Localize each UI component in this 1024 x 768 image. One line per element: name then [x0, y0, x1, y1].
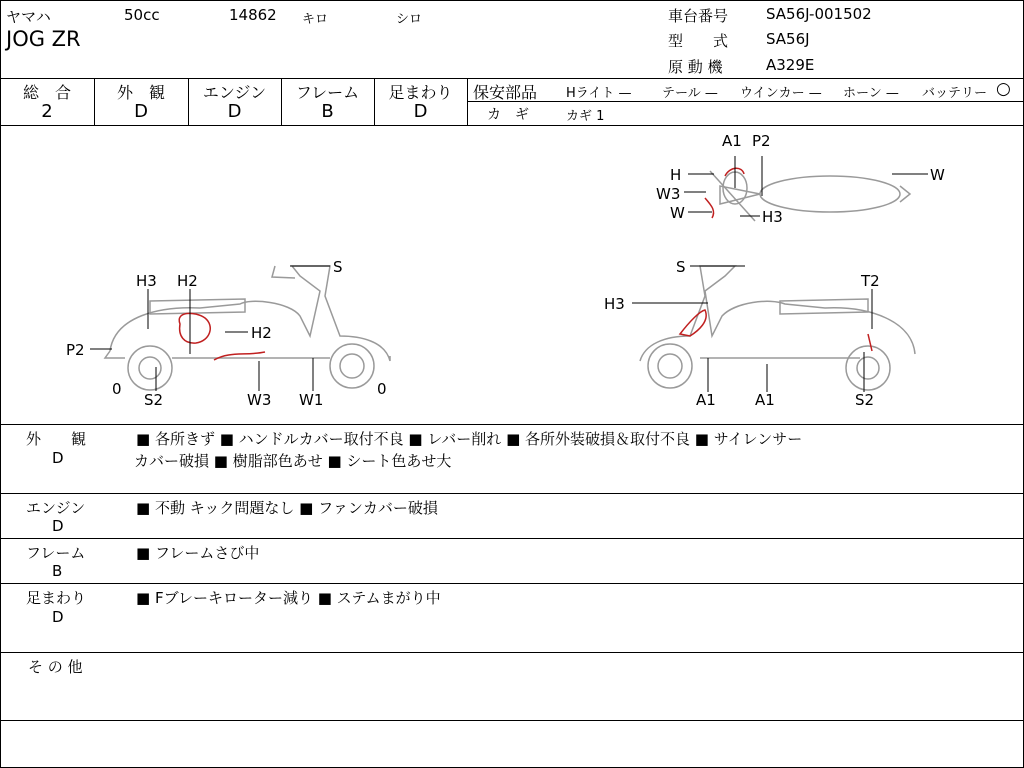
winker-status: ウインカー — — [740, 86, 822, 101]
diagram-label: T2 — [861, 272, 880, 290]
diagram-label: S — [333, 258, 343, 276]
diagram-label: 0 — [112, 380, 122, 398]
label-text — [66, 132, 945, 409]
mileage: 14862 — [229, 6, 277, 24]
diagram-label: 0 — [377, 380, 387, 398]
divider — [0, 720, 1024, 721]
divider — [0, 652, 1024, 653]
suspension-label: 足まわり — [388, 83, 453, 102]
frame-no-label: 車台番号 — [668, 7, 729, 25]
engine-grade: D — [227, 101, 242, 122]
damage-diagram — [0, 126, 1024, 424]
diagram-label: W — [930, 166, 945, 184]
divider — [467, 78, 468, 126]
divider — [0, 538, 1024, 539]
diagram-label: W1 — [299, 391, 324, 409]
displacement: 50cc — [124, 6, 160, 24]
diagram-label: A1 — [696, 391, 716, 409]
safety-label: 保安部品 — [473, 83, 538, 102]
type-label: 型 式 — [668, 32, 729, 50]
horn-status: ホーン — — [843, 86, 899, 101]
note-grade-exterior: D — [52, 449, 64, 467]
note-grade-engine: D — [52, 517, 64, 535]
diagram-label: H3 — [136, 272, 157, 290]
engine-label: エンジン — [202, 83, 267, 102]
diagram-label: S2 — [144, 391, 164, 409]
note-text-engine: ■ 不動 キック問題なし ■ ファンカバー破損 — [136, 499, 438, 517]
taillight-status: テール — — [662, 86, 718, 101]
model-name: JOG ZR — [6, 27, 81, 51]
scooter-top-view — [710, 171, 910, 221]
diagram-label: H3 — [762, 208, 783, 226]
divider — [0, 493, 1024, 494]
battery-status: ○ — [996, 79, 1011, 99]
frame-label: フレーム — [295, 83, 360, 102]
note-label-engine: エンジン — [26, 499, 86, 517]
note-label-exterior: 外 観 — [26, 430, 87, 448]
note-text-exterior: ■ 各所きず ■ ハンドルカバー取付不良 ■ レバー削れ ■ 各所外装破損＆取付不良 ■ サイレンサー — [136, 430, 803, 448]
note-text-frame: ■ フレームさび中 — [136, 544, 260, 562]
exterior-grade: D — [134, 101, 148, 122]
diagram-label: W3 — [656, 185, 681, 203]
battery-label: バッテリー — [922, 86, 988, 101]
note-grade-frame: B — [52, 562, 63, 580]
key-count: カギ 1 — [566, 109, 605, 124]
diagram-label: A1 — [755, 391, 775, 409]
frame-no: SA56J-001502 — [766, 5, 872, 23]
diagram-label: H2 — [251, 324, 272, 342]
note-label-other: そ の 他 — [28, 658, 83, 676]
divider — [468, 101, 1024, 102]
divider — [0, 424, 1024, 425]
frame-grade: B — [321, 101, 334, 122]
overall-grade: 2 — [41, 101, 53, 122]
diagram-label: P2 — [66, 341, 85, 359]
headlight-status: Hライト — — [566, 86, 632, 101]
damage-marks — [179, 168, 872, 360]
mileage-unit: キロ — [302, 12, 329, 27]
note-label-suspension: 足まわり — [26, 589, 87, 607]
engine-model: A329E — [766, 56, 815, 74]
note-text-exterior: カバー破損 ■ 樹脂部色あせ ■ シート色あせ大 — [134, 452, 452, 470]
note-label-frame: フレーム — [26, 544, 86, 562]
diagram-label: P2 — [752, 132, 771, 150]
note-text-suspension: ■ Fブレーキローター減り ■ ステムまがり中 — [136, 589, 441, 607]
key-label: カ ギ — [487, 107, 529, 123]
type-value: SA56J — [766, 30, 810, 48]
diagram-label: H — [670, 166, 682, 184]
divider — [0, 78, 1024, 79]
maker: ヤマハ — [6, 8, 51, 26]
diagram-label: S — [676, 258, 686, 276]
note-grade-suspension: D — [52, 608, 64, 626]
diagram-label: H3 — [604, 295, 625, 313]
diagram-label: S2 — [855, 391, 875, 409]
leader-lines — [90, 156, 928, 392]
color: シロ — [396, 12, 423, 27]
diagram-label: W3 — [247, 391, 272, 409]
exterior-label: 外 観 — [116, 83, 165, 102]
diagram-label: W — [670, 204, 685, 222]
overall-label: 総 合 — [22, 83, 71, 102]
divider — [0, 583, 1024, 584]
engine-model-label: 原 動 機 — [668, 58, 723, 76]
suspension-grade: D — [413, 101, 428, 122]
diagram-label: H2 — [177, 272, 198, 290]
diagram-label: A1 — [722, 132, 742, 150]
